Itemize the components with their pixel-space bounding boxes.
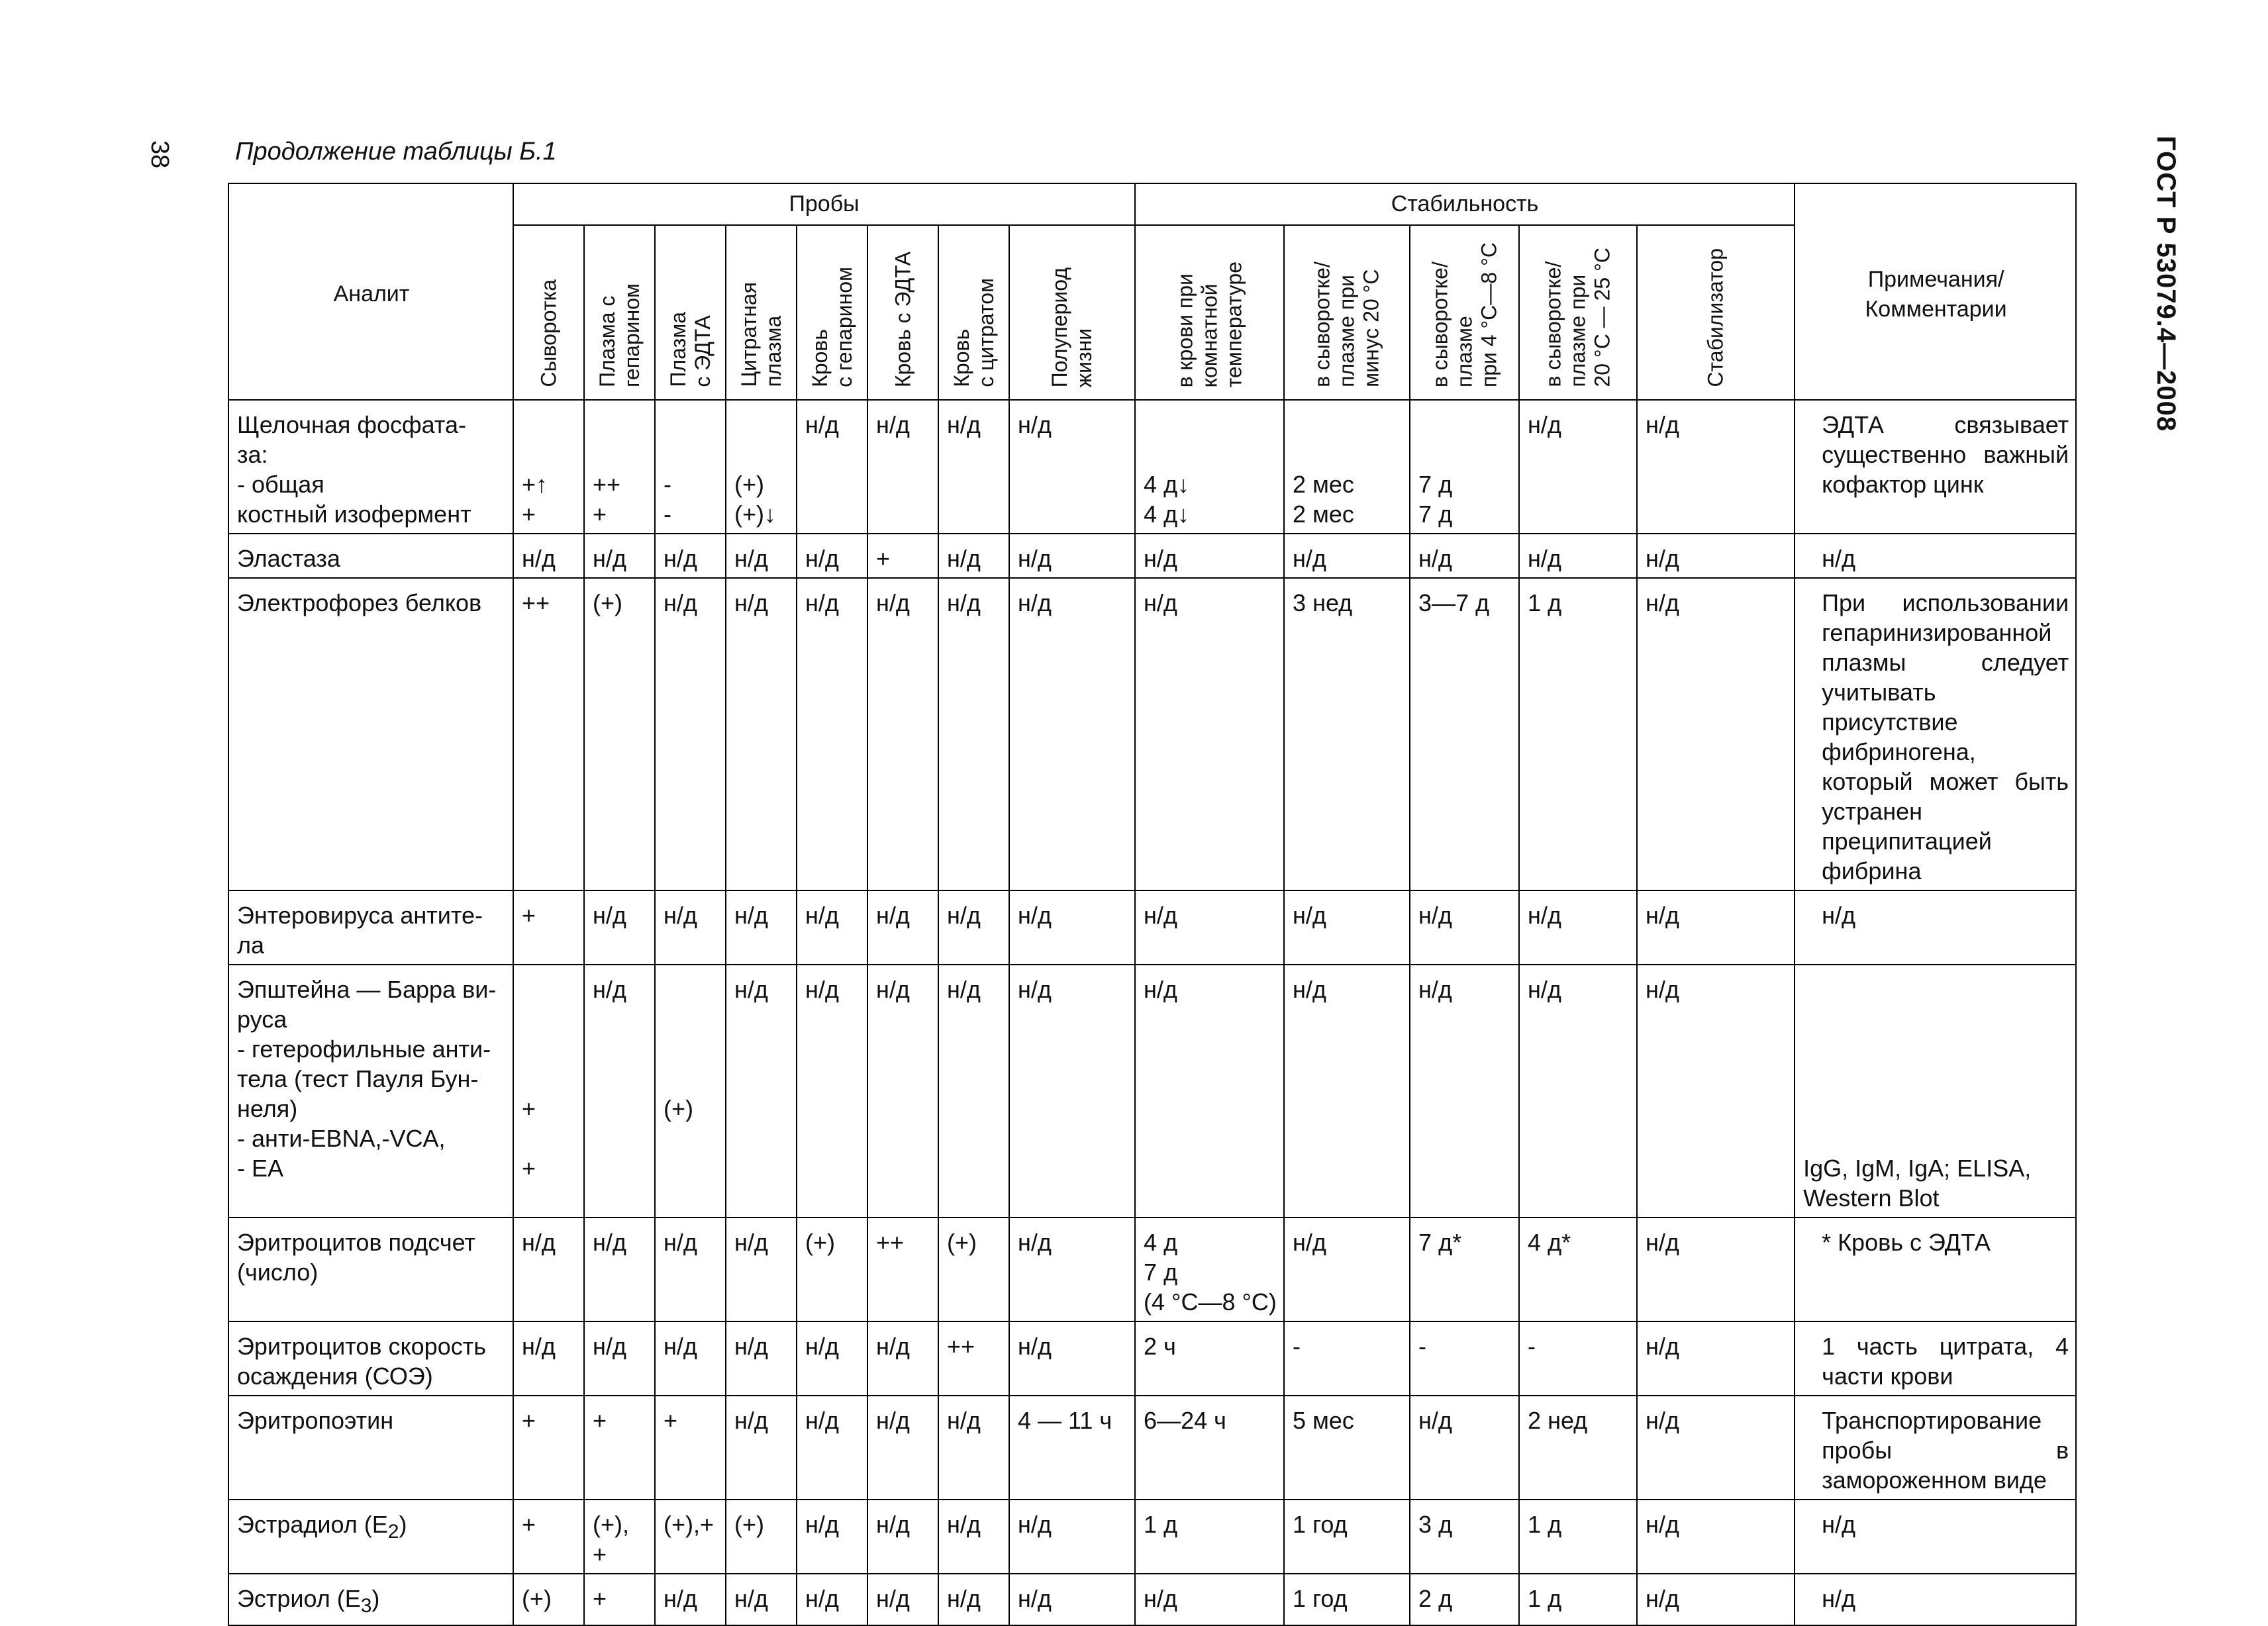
header-col-heparin-blood: Кровь с гепарином	[797, 225, 867, 400]
value-cell: н/д	[867, 1321, 938, 1396]
header-col-edta-plasma: Плазма с ЭДТА	[655, 225, 726, 400]
value-cell: н/д	[938, 890, 1009, 965]
value-cell: - -	[655, 400, 726, 534]
value-cell: н/д	[584, 890, 655, 965]
value-cell: н/д	[938, 534, 1009, 578]
value-cell: 3—7 д	[1410, 578, 1519, 890]
analyte-cell: Эластаза	[228, 534, 513, 578]
value-cell: 7 д 7 д	[1410, 400, 1519, 534]
note-cell: 1 часть цитрата, 4 части крови	[1795, 1321, 2076, 1396]
value-cell: ++	[938, 1321, 1009, 1396]
value-cell: н/д	[867, 890, 938, 965]
value-cell: н/д	[867, 1574, 938, 1625]
value-cell: н/д	[797, 1500, 867, 1574]
value-cell: 1 год	[1284, 1574, 1410, 1625]
value-cell: 6—24 ч	[1135, 1396, 1284, 1500]
value-cell: +	[584, 1574, 655, 1625]
value-cell: -	[1519, 1321, 1637, 1396]
value-cell: 2 мес 2 мес	[1284, 400, 1410, 534]
value-cell: +	[867, 534, 938, 578]
value-cell: 3 нед	[1284, 578, 1410, 890]
value-cell: +	[655, 1396, 726, 1500]
value-cell: н/д	[867, 578, 938, 890]
table-row	[228, 1396, 2076, 1500]
table-row	[228, 965, 2076, 1218]
value-cell: н/д	[1519, 534, 1637, 578]
value-cell: н/д	[797, 965, 867, 1218]
analyte-table	[228, 183, 2077, 1626]
analyte-cell	[228, 1500, 513, 1574]
value-cell: н/д	[1637, 1396, 1795, 1500]
note-cell: н/д	[1795, 890, 2076, 965]
value-cell: 1 д	[1135, 1500, 1284, 1574]
value-cell: н/д	[655, 1574, 726, 1625]
note-cell: н/д	[1795, 1500, 2076, 1574]
value-cell: н/д	[584, 1218, 655, 1321]
value-cell: н/д	[726, 1574, 797, 1625]
header-col-edta-blood: Кровь с ЭДТА	[867, 225, 938, 400]
value-cell: (+)	[726, 1500, 797, 1574]
value-cell: н/д	[1009, 1321, 1135, 1396]
note-cell: * Кровь с ЭДТА	[1795, 1218, 2076, 1321]
value-cell: ++ +	[584, 400, 655, 534]
analyte-cell: Эритроцитов скорость осаждения (СОЭ)	[228, 1321, 513, 1396]
value-cell: н/д	[1009, 578, 1135, 890]
value-cell: н/д	[1135, 890, 1284, 965]
header-col-citrate-plasma: Цитратная плазма	[726, 225, 797, 400]
analyte-subscript: 3	[360, 1595, 372, 1617]
value-cell: н/д	[797, 1574, 867, 1625]
header-col-heparin-plasma: Плазма с гепарином	[584, 225, 655, 400]
value-cell: н/д	[867, 400, 938, 534]
value-cell: н/д	[1519, 965, 1637, 1218]
value-cell: н/д	[938, 1396, 1009, 1500]
value-cell: 2 нед	[1519, 1396, 1637, 1500]
value-cell: н/д	[867, 965, 938, 1218]
value-cell: (+)	[655, 965, 726, 1218]
analyte-cell: Эритропоэтин	[228, 1396, 513, 1500]
value-cell: 1 год	[1284, 1500, 1410, 1574]
value-cell: н/д	[655, 1218, 726, 1321]
value-cell: н/д	[655, 1321, 726, 1396]
value-cell: н/д	[726, 1321, 797, 1396]
analyte-cell: Щелочная фосфата- за: - общая костный изофермент	[228, 400, 513, 534]
value-cell: н/д	[938, 400, 1009, 534]
value-cell: н/д	[1410, 534, 1519, 578]
value-cell: н/д	[1135, 965, 1284, 1218]
note-cell: н/д	[1795, 534, 2076, 578]
analyte-cell: Энтеровируса антите- ла	[228, 890, 513, 965]
value-cell: н/д	[1637, 534, 1795, 578]
value-cell: +	[513, 1500, 584, 1574]
header-col-minus20: в сыворотке/ плазме при минус 20 °С	[1284, 225, 1410, 400]
value-cell: н/д	[584, 965, 655, 1218]
value-cell: 2 ч	[1135, 1321, 1284, 1396]
note-cell: При использовании гепаринизированной плазмы следует учитывать присутствие фибриногена, который может быть устранен преципитацией фибрина	[1795, 578, 2076, 890]
header-col-stabilizer: Стабилизатор	[1637, 225, 1795, 400]
value-cell: н/д	[1135, 1574, 1284, 1625]
table-row	[228, 534, 2076, 578]
value-cell: н/д	[1009, 965, 1135, 1218]
analyte-cell: Электрофорез белков	[228, 578, 513, 890]
analyte-name: Эстриол (Е	[237, 1585, 361, 1612]
value-cell: н/д	[797, 1396, 867, 1500]
value-cell: н/д	[938, 965, 1009, 1218]
value-cell: н/д	[797, 400, 867, 534]
analyte-close: )	[399, 1511, 407, 1538]
value-cell: (+)	[938, 1218, 1009, 1321]
value-cell: н/д	[1009, 534, 1135, 578]
value-cell: н/д	[1637, 890, 1795, 965]
value-cell: 3 д	[1410, 1500, 1519, 1574]
value-cell: н/д	[1410, 890, 1519, 965]
table-row	[228, 578, 2076, 890]
value-cell: н/д	[1135, 578, 1284, 890]
note-cell: Транспортирование пробы в замороженном виде	[1795, 1396, 2076, 1500]
value-cell: н/д	[797, 890, 867, 965]
value-cell: н/д	[1135, 534, 1284, 578]
value-cell: н/д	[1009, 400, 1135, 534]
value-cell: + +	[513, 965, 584, 1218]
note-cell: ЭДТА связывает существенно важный кофактор цинк	[1795, 400, 2076, 534]
value-cell: н/д	[1284, 965, 1410, 1218]
value-cell: н/д	[513, 534, 584, 578]
value-cell: н/д	[655, 578, 726, 890]
value-cell: н/д	[797, 578, 867, 890]
value-cell: н/д	[584, 1321, 655, 1396]
analyte-cell: Эритроцитов подсчет (число)	[228, 1218, 513, 1321]
value-cell: н/д	[1637, 1574, 1795, 1625]
value-cell: 4 д↓ 4 д↓	[1135, 400, 1284, 534]
value-cell: н/д	[1009, 1574, 1135, 1625]
value-cell: н/д	[938, 1574, 1009, 1625]
header-col-4-8c: в сыворотке/ плазме при 4 °С—8 °С	[1410, 225, 1519, 400]
value-cell: н/д	[584, 534, 655, 578]
value-cell: н/д	[1284, 534, 1410, 578]
value-cell: +↑ +	[513, 400, 584, 534]
page-number: 38	[146, 140, 173, 169]
header-analyte: Аналит	[228, 183, 513, 400]
value-cell: н/д	[726, 534, 797, 578]
value-cell: н/д	[726, 578, 797, 890]
standard-code: ГОСТ Р 53079.4—2008	[2151, 136, 2181, 432]
analyte-cell	[228, 1574, 513, 1625]
value-cell: н/д	[1284, 1218, 1410, 1321]
value-cell: 4 — 11 ч	[1009, 1396, 1135, 1500]
value-cell: н/д	[1009, 1218, 1135, 1321]
value-cell: н/д	[867, 1396, 938, 1500]
value-cell: н/д	[938, 1500, 1009, 1574]
table-row	[228, 1321, 2076, 1396]
value-cell: (+)	[513, 1574, 584, 1625]
value-cell: н/д	[726, 965, 797, 1218]
value-cell: н/д	[1410, 965, 1519, 1218]
value-cell: -	[1410, 1321, 1519, 1396]
value-cell: 1 д	[1519, 1500, 1637, 1574]
value-cell: н/д	[726, 1396, 797, 1500]
value-cell: н/д	[726, 890, 797, 965]
analyte-subscript: 2	[387, 1521, 399, 1543]
table-row	[228, 1218, 2076, 1321]
value-cell: н/д	[1637, 1500, 1795, 1574]
value-cell: н/д	[726, 1218, 797, 1321]
value-cell: (+),+	[655, 1500, 726, 1574]
header-col-citrate-blood: Кровь с цитратом	[938, 225, 1009, 400]
value-cell: (+)	[797, 1218, 867, 1321]
analyte-close: )	[371, 1585, 380, 1612]
value-cell: 7 д*	[1410, 1218, 1519, 1321]
value-cell: 2 д	[1410, 1574, 1519, 1625]
header-col-serum: Сыворотка	[513, 225, 584, 400]
value-cell: н/д	[797, 1321, 867, 1396]
value-cell: н/д	[513, 1218, 584, 1321]
value-cell: (+)	[584, 578, 655, 890]
value-cell: н/д	[867, 1500, 938, 1574]
value-cell: н/д	[1637, 965, 1795, 1218]
value-cell: н/д	[1637, 400, 1795, 534]
table-row	[228, 890, 2076, 965]
analyte-cell: Эпштейна — Барра ви- руса - гетерофильные анти- тела (тест Пауля Бун- неля) - анти-EBNA,-VCA, - EA	[228, 965, 513, 1218]
header-samples-group: Пробы	[513, 183, 1135, 225]
value-cell: 4 д 7 д (4 °С—8 °С)	[1135, 1218, 1284, 1321]
value-cell: +	[584, 1396, 655, 1500]
value-cell: н/д	[1284, 890, 1410, 965]
table-row	[228, 1500, 2076, 1574]
value-cell: н/д	[1519, 400, 1637, 534]
value-cell: н/д	[938, 578, 1009, 890]
value-cell: н/д	[1637, 578, 1795, 890]
value-cell: (+) (+)↓	[726, 400, 797, 534]
value-cell: н/д	[655, 890, 726, 965]
value-cell: н/д	[1009, 890, 1135, 965]
table-continuation-title: Продолжение таблицы Б.1	[235, 138, 557, 166]
value-cell: н/д	[1637, 1218, 1795, 1321]
value-cell: н/д	[1519, 890, 1637, 965]
note-cell: н/д	[1795, 1574, 2076, 1625]
value-cell: 4 д*	[1519, 1218, 1637, 1321]
header-stability-group: Стабильность	[1135, 183, 1795, 225]
value-cell: ++	[867, 1218, 938, 1321]
value-cell: ++	[513, 578, 584, 890]
analyte-name: Эстрадиол (Е	[237, 1511, 388, 1538]
value-cell: 1 д	[1519, 1574, 1637, 1625]
table-row	[228, 400, 2076, 534]
table-row	[228, 1574, 2076, 1625]
note-cell: IgG, IgM, IgA; ELISA, Western Blot	[1795, 965, 2076, 1218]
value-cell: н/д	[655, 534, 726, 578]
header-col-room-temp-blood: в крови при комнатной температуре	[1135, 225, 1284, 400]
value-cell: н/д	[797, 534, 867, 578]
value-cell: -	[1284, 1321, 1410, 1396]
value-cell: 1 д	[1519, 578, 1637, 890]
value-cell: н/д	[1637, 1321, 1795, 1396]
value-cell: 5 мес	[1284, 1396, 1410, 1500]
value-cell: +	[513, 1396, 584, 1500]
value-cell: +	[513, 890, 584, 965]
header-col-20-25c: в сыворотке/ плазме при 20 °С — 25 °С	[1519, 225, 1637, 400]
header-col-half-life: Полупериод жизни	[1009, 225, 1135, 400]
value-cell: н/д	[513, 1321, 584, 1396]
value-cell: н/д	[1009, 1500, 1135, 1574]
header-notes: Примечания/ Комментарии	[1795, 183, 2076, 400]
value-cell: (+), +	[584, 1500, 655, 1574]
value-cell: н/д	[1410, 1396, 1519, 1500]
